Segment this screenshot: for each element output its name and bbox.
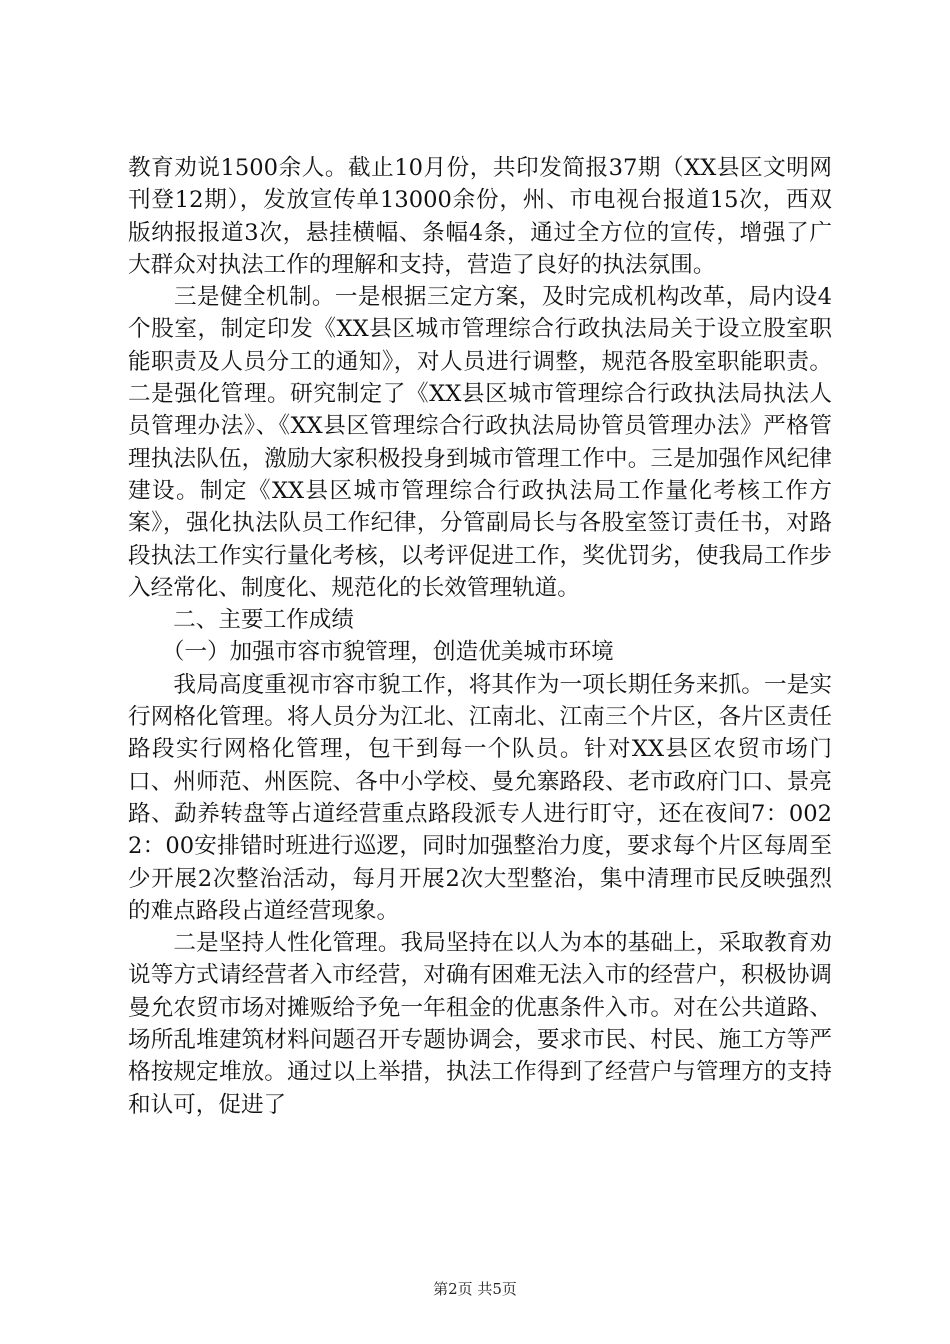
paragraph-publicity-summary: 教育劝说1500余人。截止10月份，共印发简报37期（XX县区文明网刊登12期），发放宣传单13000余份，州、市电视台报道15次，西双版纳报报道3次，悬挂横幅、条幅4条，通过全方位的宣传，增强了广大群众对执法工作的理解和支持，营造了良好的执法氛围。 <box>128 155 832 278</box>
paragraph-grid-management: 我局高度重视市容市貌工作，将其作为一项长期任务来抓。一是实行网格化管理。将人员分为江北、江南北、江南三个片区，各片区责任路段实行网格化管理，包干到每一个队员。针对XX县区农贸市场门口、州师范、州医院、各中小学校、曼允寨路段、老市政府门口、景亮路、勐养转盘等占道经营重点路段派专人进行盯守，还在夜间7：0022：00安排错时班进行巡逻，同时加强整治力度，要求每个片区每周至少开展2次整治活动，每月开展2次大型整治，集中清理市民反映强烈的难点路段占道经营现象。 <box>128 671 832 924</box>
paragraph-humane-management: 二是坚持人性化管理。我局坚持在以人为本的基础上，采取教育劝说等方式请经营者入市经营，对确有困难无法入市的经营户，积极协调曼允农贸市场对摊贩给予免一年租金的优惠条件入市。对在公共道路、场所乱堆建筑材料问题召开专题协调会，要求市民、村民、施工方等严格按规定堆放。通过以上举措，执法工作得到了经营户与管理方的支持和认可，促进了 <box>128 930 832 1118</box>
document-body <box>128 152 832 1121</box>
page-footer <box>0 1278 950 1299</box>
paragraph-mechanism: 三是健全机制。一是根据三定方案，及时完成机构改革，局内设4个股室，制定印发《XX县区城市管理综合行政执法局关于设立股室职能职责及人员分工的通知》，对人员进行调整，规范各股室职能职责。二是强化管理。研究制定了《XX县区城市管理综合行政执法局执法人员管理办法》、《XX县区管理综合行政执法局协管员管理办法》严格管理执法队伍，激励大家积极投身到城市管理工作中。三是加强作风纪律建设。制定《XX县区城市管理综合行政执法局工作量化考核工作方案》，强化执法队员工作纪律，分管副局长与各股室签订责任书，对路段执法工作实行量化考核，以考评促进工作，奖优罚劣，使我局工作步入经常化、制度化、规范化的长效管理轨道。 <box>128 284 832 601</box>
section-heading-achievements: 二、主要工作成绩 <box>128 607 354 634</box>
page-number: 第2页 共5页 <box>433 1280 517 1298</box>
subsection-heading-city-appearance: （一）加强市容市貌管理，创造优美城市环境 <box>128 639 614 666</box>
